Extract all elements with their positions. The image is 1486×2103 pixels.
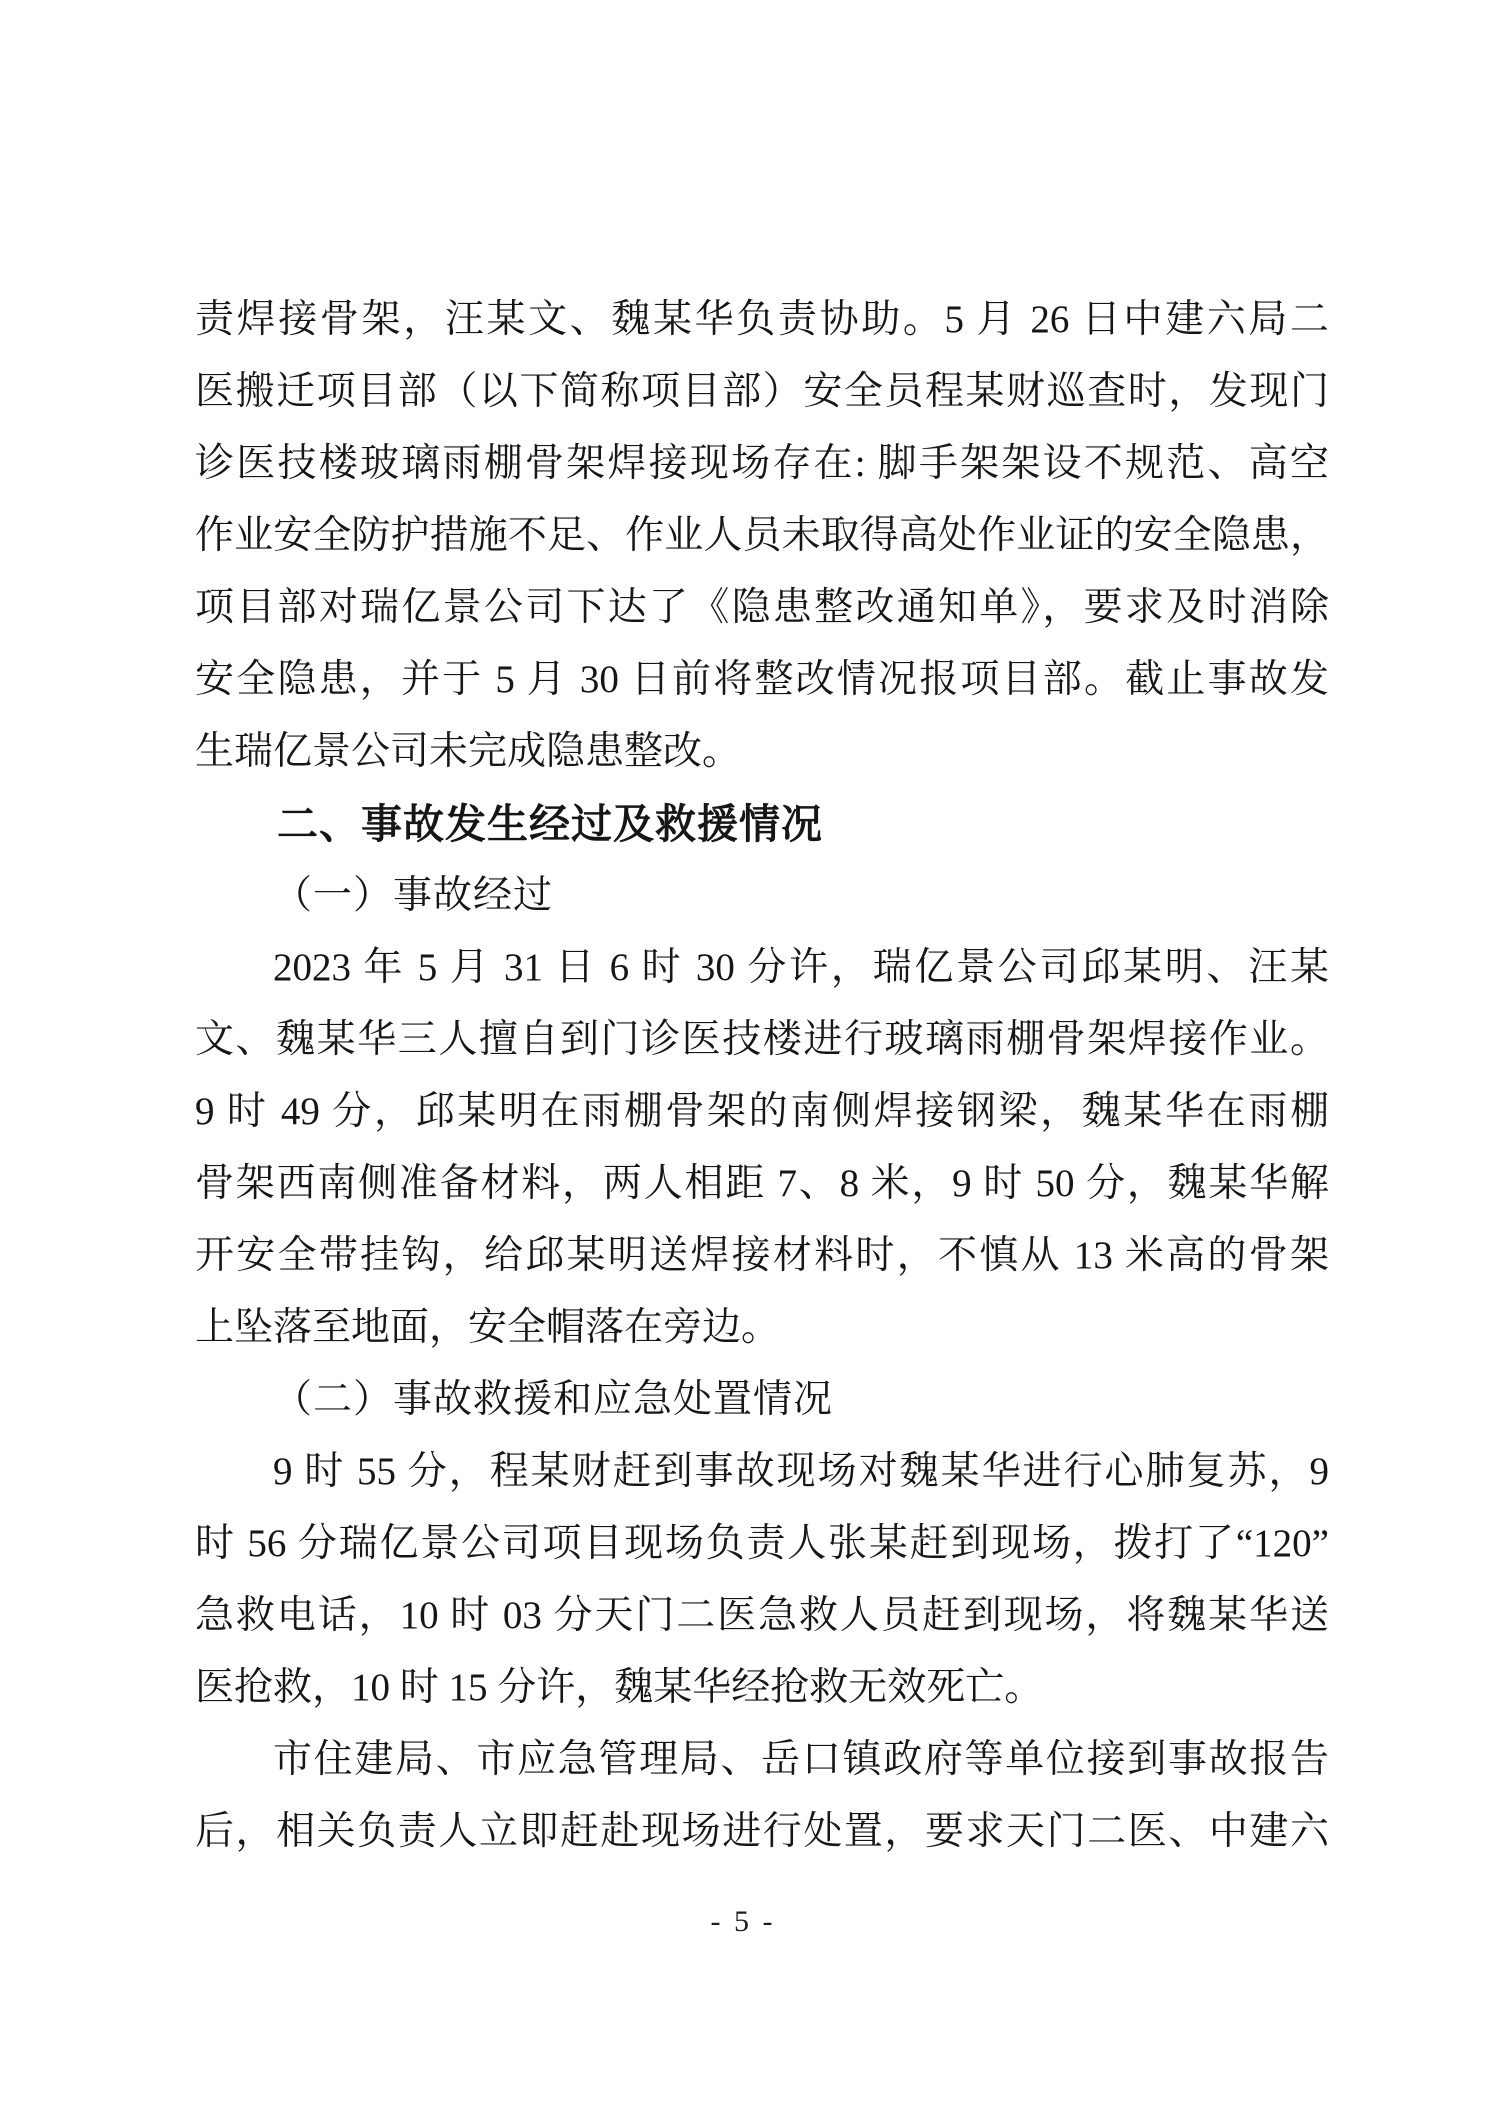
body-line: 医抢救，10 时 15 分许，魏某华经抢救无效死亡。: [195, 1666, 1044, 1709]
body-line: 文、魏某华三人擅自到门诊医技楼进行玻璃雨棚骨架焊接作业。: [195, 1018, 1329, 1061]
body-line: 2023 年 5 月 31 日 6 时 30 分许，瑞亿景公司邱某明、汪某: [273, 946, 1329, 989]
body-line: 责焊接骨架，汪某文、魏某华负责协助。5 月 26 日中建六局二: [195, 298, 1329, 341]
body-line: 上坠落至地面，安全帽落在旁边。: [195, 1306, 781, 1349]
body-line: 骨架西南侧准备材料，两人相距 7、8 米，9 时 50 分，魏某华解: [195, 1162, 1329, 1205]
body-line: 诊医技楼玻璃雨棚骨架焊接现场存在: 脚手架架设不规范、高空: [195, 442, 1329, 485]
body-line: 生瑞亿景公司未完成隐患整改。: [195, 730, 742, 773]
body-line: 急救电话，10 时 03 分天门二医急救人员赶到现场，将魏某华送: [195, 1594, 1329, 1637]
subsection-heading-2: （二）事故救援和应急处置情况: [273, 1378, 834, 1421]
text-block: [195, 284, 1329, 1868]
body-line: 9 时 49 分，邱某明在雨棚骨架的南侧焊接钢梁，魏某华在雨棚: [195, 1090, 1329, 1133]
page-number: - 5 -: [710, 1905, 776, 1938]
body-line: 9 时 55 分，程某财赶到事故现场对魏某华进行心肺复苏，9: [273, 1450, 1329, 1493]
body-line: 市住建局、市应急管理局、岳口镇政府等单位接到事故报告: [273, 1738, 1329, 1781]
body-line: 时 56 分瑞亿景公司项目现场负责人张某赶到现场，拨打了“120”: [195, 1522, 1329, 1565]
section-heading: 二、事故发生经过及救援情况: [277, 801, 823, 847]
body-line: 开安全带挂钩，给邱某明送焊接材料时，不慎从 13 米高的骨架: [195, 1234, 1329, 1277]
subsection-heading-1: （一）事故经过: [273, 874, 554, 917]
body-line: 后，相关负责人立即赶赴现场进行处置，要求天门二医、中建六: [195, 1810, 1329, 1853]
body-line: 安全隐患，并于 5 月 30 日前将整改情况报项目部。截止事故发: [195, 658, 1329, 701]
body-line: 作业安全防护措施不足、作业人员未取得高处作业证的安全隐患，: [195, 514, 1329, 557]
body-line: 医搬迁项目部（以下简称项目部）安全员程某财巡查时，发现门: [195, 370, 1329, 413]
body-line: 项目部对瑞亿景公司下达了《隐患整改通知单》，要求及时消除: [195, 586, 1329, 629]
